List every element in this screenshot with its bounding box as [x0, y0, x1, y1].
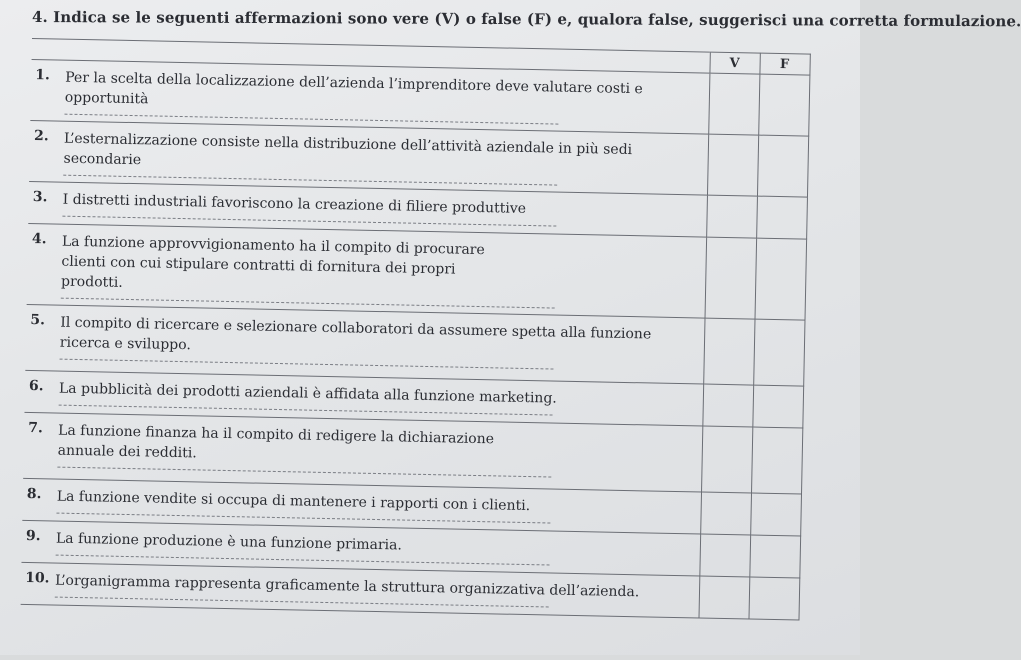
true-checkbox-cell[interactable] [703, 318, 754, 385]
statement-text: La funzione vendite si occupa di mantenere i rapporti con i clienti. [56, 488, 531, 515]
statement-cell [27, 223, 706, 318]
false-checkbox-cell[interactable] [749, 535, 800, 578]
statement-text: Per la scelta della localizzazione dell’azienda l’imprenditore deve valutare costi e opportunità [64, 69, 643, 108]
header-f: F [759, 53, 809, 75]
false-checkbox-cell[interactable] [752, 385, 803, 428]
statement-text: I distretti industriali favoriscono la creazione di filiere produttive [62, 191, 527, 217]
table-row [27, 223, 806, 320]
true-checkbox-cell[interactable] [698, 576, 749, 619]
true-checkbox-cell[interactable] [706, 195, 757, 238]
statement-text: La funzione produzione è una funzione primaria. [55, 530, 403, 554]
true-checkbox-cell[interactable] [701, 426, 752, 493]
true-false-table [20, 38, 810, 659]
statement-text: La pubblicità dei prodotti aziendali è affidata alla funzione marketing. [58, 380, 557, 407]
true-checkbox-cell[interactable] [699, 534, 750, 577]
statement-text: L’esternalizzazione consiste nella distribuzione dell’attività aziendale in più sedi secondarie [63, 130, 633, 169]
row-number: 1. [35, 67, 51, 84]
true-checkbox-cell[interactable] [708, 73, 759, 135]
row-number: 10. [25, 569, 50, 587]
false-checkbox-cell[interactable] [756, 196, 807, 239]
statement-text: La funzione finanza ha il compito di redigere la dichiarazione annuale dei redditi. [57, 422, 495, 462]
exercise-heading: 4. Indica se le seguenti affermazioni sono vere (V) o false (F) e, qualora false, suggerisci una corretta formulazione. [31, 8, 1021, 31]
header-v: V [709, 52, 759, 74]
row-number: 7. [28, 420, 43, 437]
true-checkbox-cell[interactable] [705, 237, 757, 319]
false-checkbox-cell[interactable] [757, 135, 808, 197]
true-checkbox-cell[interactable] [702, 384, 753, 427]
false-checkbox-cell[interactable] [748, 577, 799, 620]
false-checkbox-cell[interactable] [750, 493, 801, 536]
statement-text: La funzione approvvigionamento ha il compito di procurare clienti con cui stipulare contratti di fornitura dei propri prodotti. [60, 233, 485, 291]
row-number: 4. [31, 231, 47, 248]
row-number: 3. [32, 189, 48, 206]
row-number: 5. [30, 312, 46, 329]
row-number: 9. [25, 527, 41, 545]
row-number: 2. [33, 128, 49, 145]
false-checkbox-cell[interactable] [755, 238, 807, 320]
row-number: 8. [26, 485, 42, 503]
row-number: 6. [28, 378, 44, 395]
true-checkbox-cell[interactable] [707, 134, 758, 196]
false-checkbox-cell[interactable] [758, 74, 809, 136]
statement-text: L’organigramma rappresenta graficamente la struttura organizzativa dell’azienda. [54, 572, 640, 601]
statement-text: Il compito di ricercare e selezionare collaboratori da assumere spetta alla funzione ricerca e sviluppo. [59, 314, 652, 354]
false-checkbox-cell[interactable] [751, 427, 802, 494]
false-checkbox-cell[interactable] [753, 319, 804, 386]
true-checkbox-cell[interactable] [700, 492, 751, 535]
